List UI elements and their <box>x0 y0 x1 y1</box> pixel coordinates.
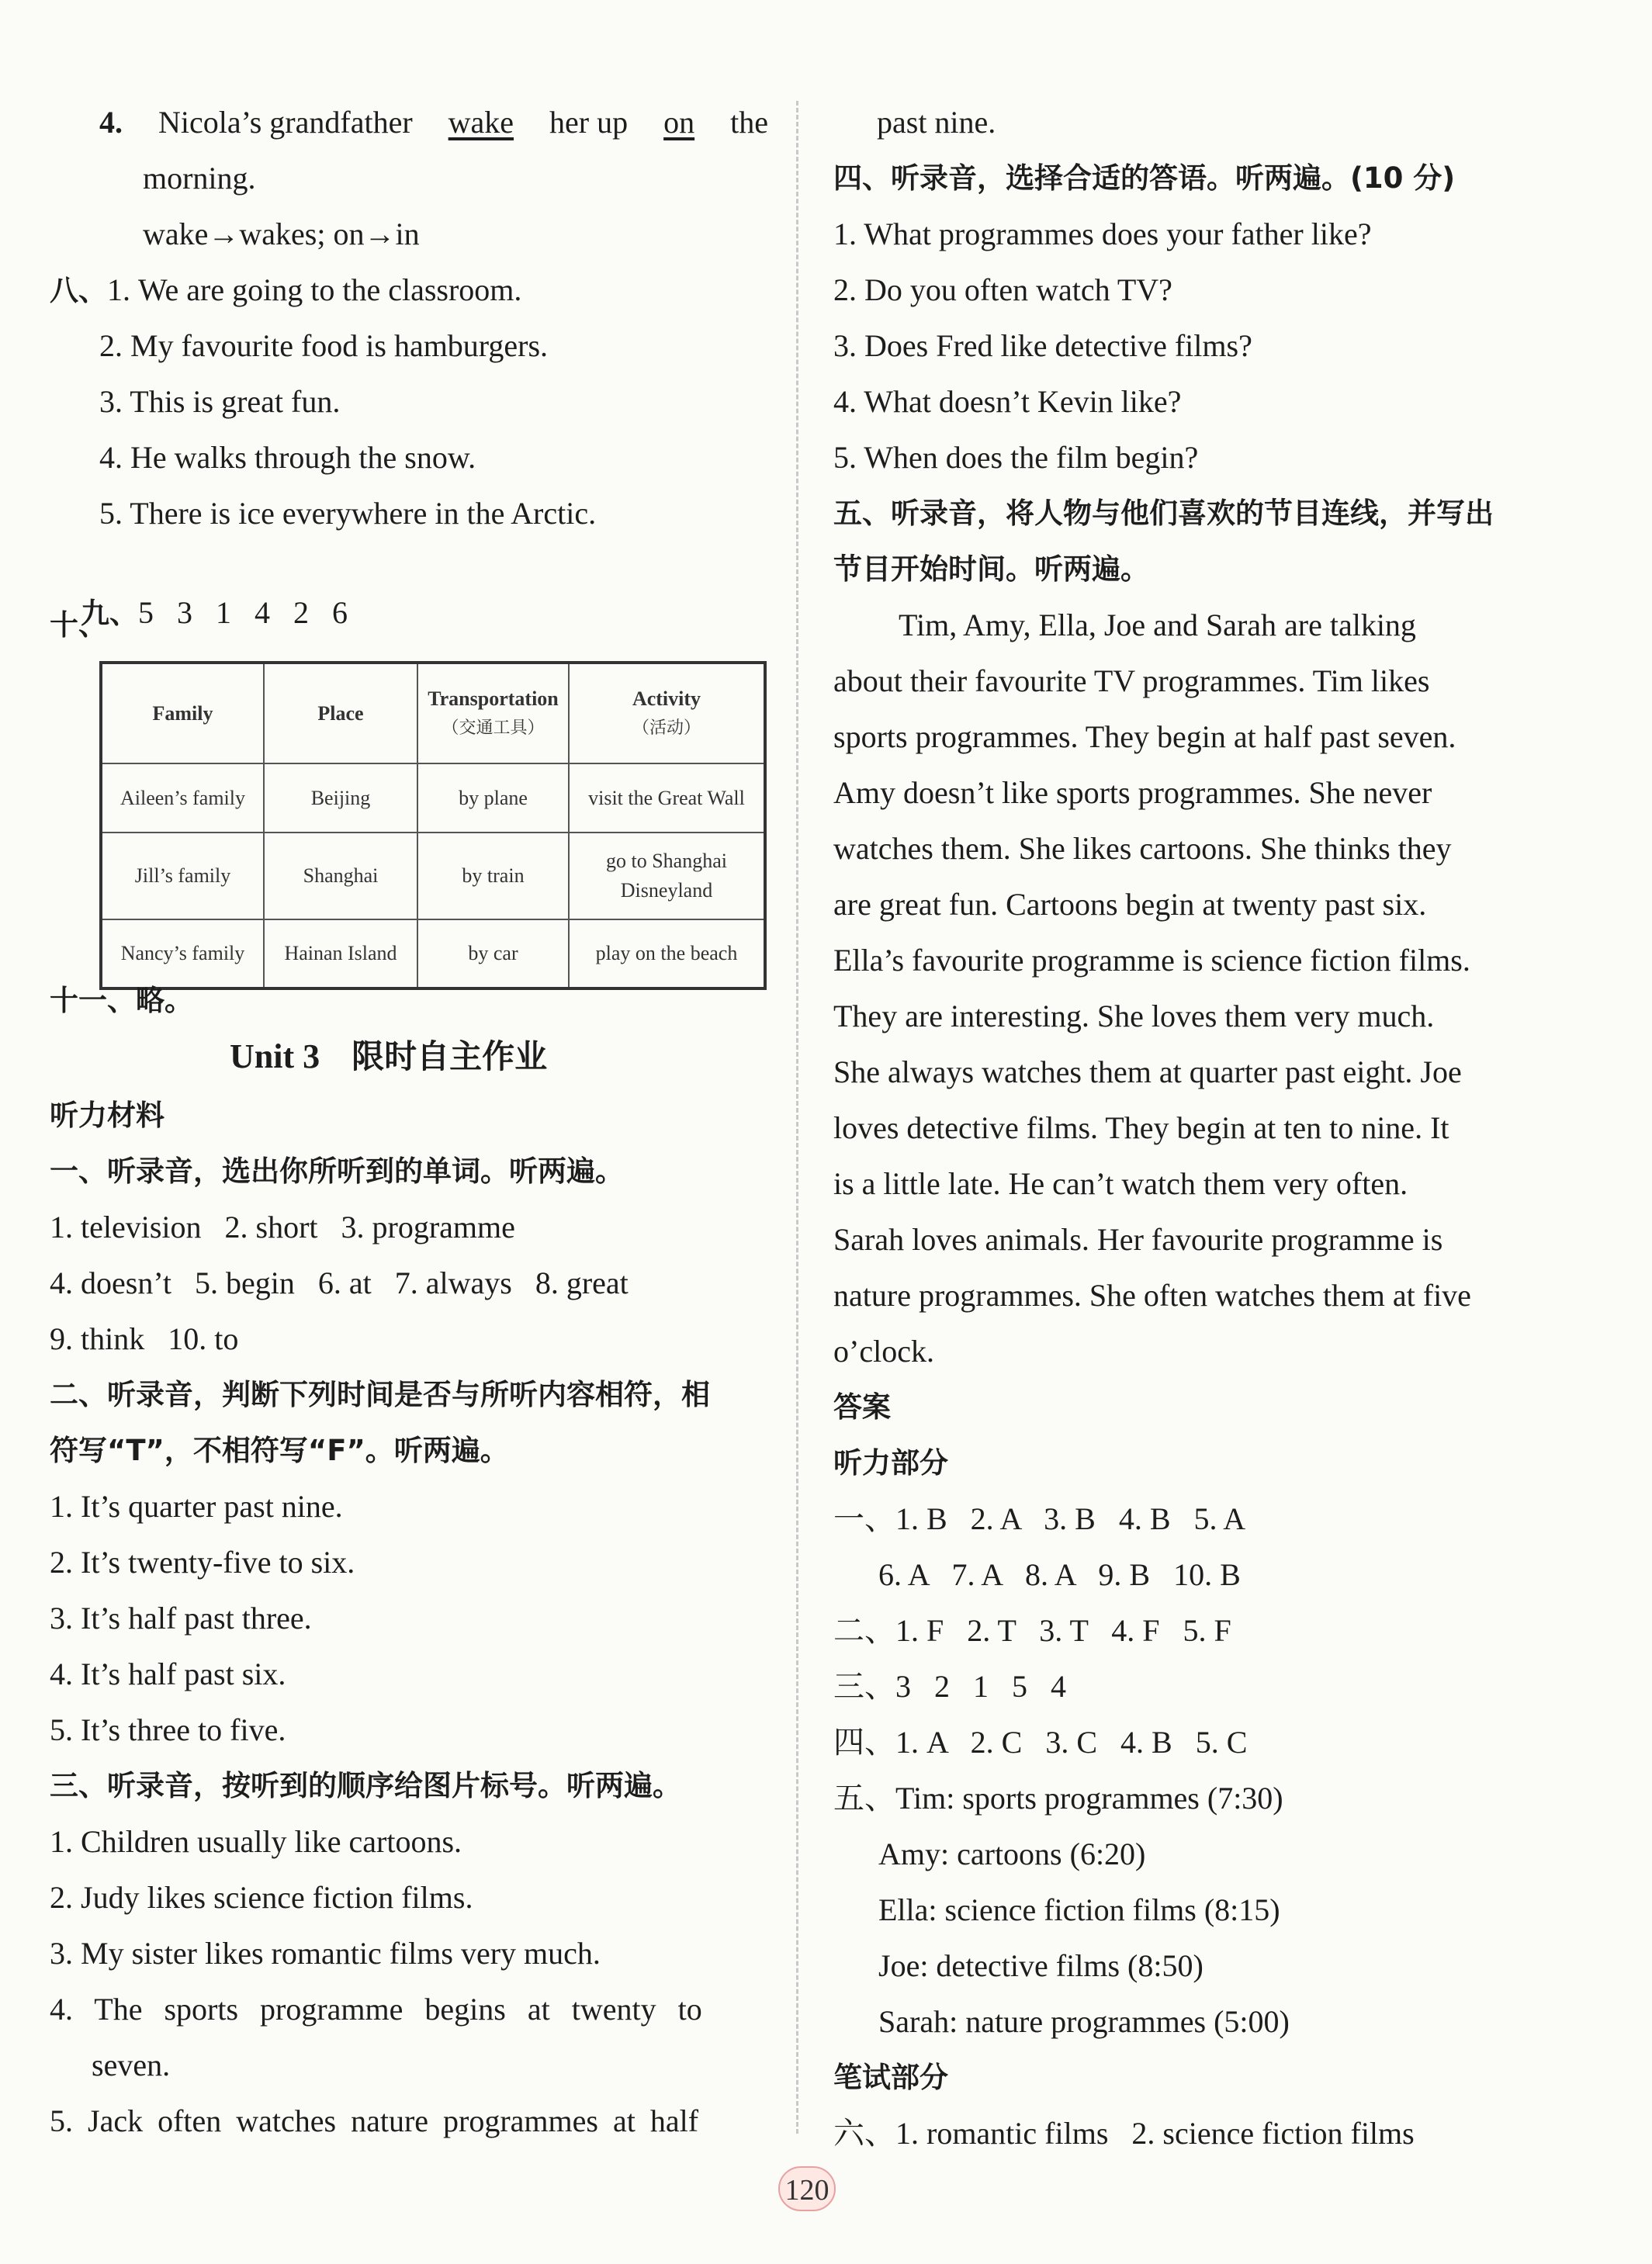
passage-line: Amy doesn’t like sports programmes. She never <box>833 775 1432 810</box>
table-cell: Beijing <box>264 763 417 833</box>
passage-line: Ella’s favourite programme is science fiction films. <box>833 943 1470 978</box>
unit-title: Unit 3 <box>230 1037 320 1075</box>
listening-material-heading: 听力材料 <box>50 1099 165 1132</box>
section-11: 十一、略。 <box>50 984 193 1017</box>
continuation-line: past nine. <box>877 105 996 140</box>
section-10-label: 十、 <box>50 608 107 642</box>
answer-6-line: 六、1. romantic films 2. science fiction films <box>833 2116 1415 2151</box>
passage-line: loves detective films. They begin at ten to nine. It <box>833 1110 1449 1145</box>
question-1-line: 9. think 10. to <box>50 1321 239 1356</box>
question-3-title: 三、听录音，按听到的顺序给图片标号。听两遍。 <box>50 1769 681 1802</box>
passage-line: She always watches them at quarter past eight. Joe <box>833 1054 1462 1089</box>
answer-3-line: 三、3 2 1 5 4 <box>833 1669 1066 1704</box>
answer-5-line: Amy: cartoons (6:20) <box>878 1836 1146 1871</box>
table-row <box>101 763 765 833</box>
table-cell: go to Shanghai Disneyland <box>569 833 765 919</box>
passage-line: are great fun. Cartoons begin at twenty past six. <box>833 887 1427 922</box>
question-3-item: 5. Jack often watches nature programmes at half <box>50 2103 699 2138</box>
question-4-title: 四、听录音，选择合适的答语。听两遍。(10 分) <box>833 161 1456 195</box>
underlined-word: on <box>663 105 695 140</box>
section-8-item-2: 2. My favourite food is hamburgers. <box>99 328 549 363</box>
answer-5-line: Sarah: nature programmes (5:00) <box>878 2004 1290 2039</box>
table-cell: by plane <box>417 763 569 833</box>
table-cell: by train <box>417 833 569 919</box>
left-line-nicola <box>99 101 768 144</box>
table-header: Transportation （交通工具） <box>417 663 569 763</box>
table-header: Place <box>264 663 417 763</box>
answer-5-line: 五、Tim: sports programmes (7:30) <box>833 1781 1283 1816</box>
section-8-item-4: 4. He walks through the snow. <box>99 440 476 475</box>
question-3-item-cont: seven. <box>92 2048 171 2082</box>
question-3-item: 2. Judy likes science fiction films. <box>50 1880 473 1915</box>
right-column <box>791 0 1652 2264</box>
answer-1-line: 一、1. B 2. A 3. B 4. B 5. A <box>833 1501 1246 1536</box>
table-cell: visit the Great Wall <box>569 763 765 833</box>
listening-part-heading: 听力部分 <box>833 1446 948 1480</box>
table-header: Family <box>101 663 264 763</box>
answer-text: 5 3 1 4 2 6 <box>138 595 348 630</box>
left-column <box>0 0 791 2264</box>
answer-1-line: 6. A 7. A 8. A 9. B 10. B <box>878 1557 1241 1592</box>
question-3-item: 3. My sister likes romantic films very much. <box>50 1936 601 1971</box>
underlined-word: wake <box>448 105 514 140</box>
table-header-row <box>101 663 765 763</box>
text-segment: her up <box>549 105 629 140</box>
question-4-item: 3. Does Fred like detective films? <box>833 328 1252 363</box>
trip-table <box>99 661 767 990</box>
passage-line: is a little late. He can’t watch them very often. <box>833 1166 1408 1201</box>
answers-heading: 答案 <box>833 1390 891 1424</box>
passage-line: Sarah loves animals. Her favourite programme is <box>833 1222 1443 1257</box>
answer-5-line: Joe: detective films (8:50) <box>878 1948 1204 1983</box>
section-8-item-3: 3. This is great fun. <box>99 384 341 419</box>
section-label: 八、 <box>50 274 107 307</box>
question-2-item: 5. It’s three to five. <box>50 1712 286 1747</box>
table-cell: by car <box>417 919 569 988</box>
section-8-item-1 <box>50 268 521 313</box>
item-number: 4. <box>99 105 123 140</box>
answer-4-line: 四、1. A 2. C 3. C 4. B 5. C <box>833 1725 1248 1760</box>
passage-line: Tim, Amy, Ella, Joe and Sarah are talking <box>899 608 1416 642</box>
question-4-item: 2. Do you often watch TV? <box>833 272 1172 307</box>
question-2-title-cont: 符写“T”，不相符写“F”。听两遍。 <box>50 1434 509 1467</box>
question-2-item: 2. It’s twenty-five to six. <box>50 1545 355 1580</box>
passage-line: They are interesting. She loves them very much. <box>833 999 1435 1033</box>
section-label: 九、 <box>81 597 138 630</box>
answer-5-line: Ella: science fiction films (8:15) <box>878 1892 1280 1927</box>
answer-2-line: 二、1. F 2. T 3. T 4. F 5. F <box>833 1613 1231 1648</box>
table-cell: Hainan Island <box>264 919 417 988</box>
written-part-heading: 笔试部分 <box>833 2061 948 2094</box>
table-row <box>101 919 765 988</box>
table-header: Activity （活动） <box>569 663 765 763</box>
passage-line: watches them. She likes cartoons. She thinks they <box>833 831 1452 866</box>
passage-line: sports programmes. They begin at half past seven. <box>833 719 1456 754</box>
unit-heading <box>230 1035 547 1078</box>
question-4-item: 4. What doesn’t Kevin like? <box>833 384 1182 419</box>
text-segment: the <box>730 105 768 140</box>
question-3-item: 4. The sports programme begins at twenty to <box>50 1992 702 2027</box>
passage-line: nature programmes. She often watches them at five <box>833 1278 1471 1313</box>
table-row <box>101 833 765 919</box>
text-segment: Nicola’s grandfather <box>158 105 413 140</box>
page-number <box>772 2166 842 2214</box>
question-5-title-cont: 节目开始时间。听两遍。 <box>833 552 1149 586</box>
table-cell: Jill’s family <box>101 833 264 919</box>
passage-line: o’clock. <box>833 1334 934 1369</box>
question-2-item: 3. It’s half past three. <box>50 1601 312 1636</box>
section-8-item-5: 5. There is ice everywhere in the Arctic. <box>99 496 597 531</box>
question-4-item: 5. When does the film begin? <box>833 440 1199 475</box>
question-1-title: 一、听录音，选出你所听到的单词。听两遍。 <box>50 1155 624 1188</box>
question-4-item: 1. What programmes does your father like? <box>833 216 1372 251</box>
question-2-item: 1. It’s quarter past nine. <box>50 1489 343 1524</box>
question-2-title: 二、听录音，判断下列时间是否与所听内容相符，相 <box>50 1378 710 1411</box>
table-cell: Shanghai <box>264 833 417 919</box>
unit-subtitle: 限时自主作业 <box>352 1037 548 1075</box>
answer-text: 1. We are going to the classroom. <box>107 272 522 307</box>
question-2-item: 4. It’s half past six. <box>50 1656 286 1691</box>
question-1-line: 1. television 2. short 3. programme <box>50 1210 515 1245</box>
table-cell: Nancy’s family <box>101 919 264 988</box>
question-3-item: 1. Children usually like cartoons. <box>50 1824 462 1859</box>
page-number-text: 120 <box>784 2174 829 2207</box>
passage-line: about their favourite TV programmes. Tim likes <box>833 663 1430 698</box>
question-1-line: 4. doesn’t 5. begin 6. at 7. always 8. great <box>50 1265 629 1300</box>
left-line-morning: morning. <box>143 161 256 196</box>
table-cell: play on the beach <box>569 919 765 988</box>
question-5-title: 五、听录音，将人物与他们喜欢的节目连线，并写出 <box>833 497 1494 530</box>
left-line-correction: wake→wakes; on→in <box>143 216 420 251</box>
table-cell: Aileen’s family <box>101 763 264 833</box>
